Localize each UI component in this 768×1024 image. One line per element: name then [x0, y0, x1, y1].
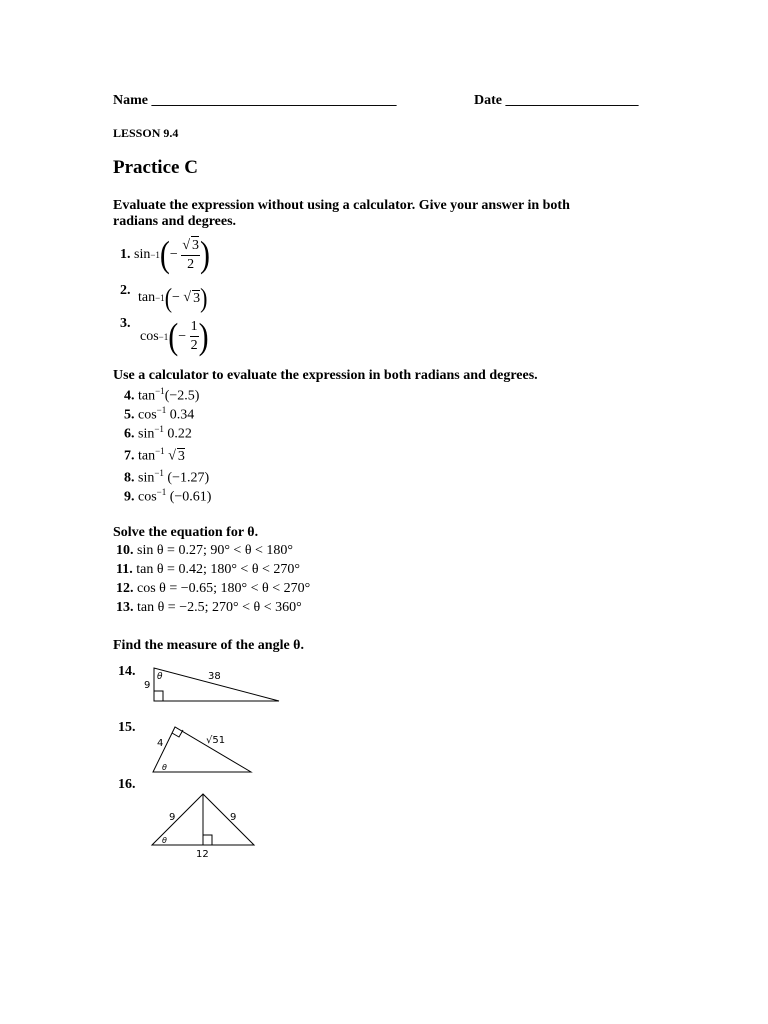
triangle-15-side-label: 4 [157, 738, 164, 749]
triangle-15-hypotenuse-label: √51 [206, 735, 226, 746]
problem-7: 7. $\tan^{-1}$ √ 3 [124, 446, 185, 464]
right-angle-marker [154, 691, 163, 701]
triangle-15 [148, 724, 258, 776]
fraction: $\frac{√ 3}{2}$ [182, 238, 200, 272]
date-field-label: Date ___________________ [474, 93, 639, 108]
problem-8: 8. $\sin^{-1} (-1.27)$ [124, 468, 210, 486]
triangle-16-right-label: 9 [230, 812, 237, 823]
problem-11: 11. tan θ = 0.42; 180° < θ < 270° [116, 562, 301, 577]
page-title: Practice C [113, 157, 198, 178]
problem-10: 10. sin θ = 0.27; 90° < θ < 180° [116, 543, 294, 558]
problem-4: 4. $\tan^{-1}(-2.5)$ [124, 386, 200, 404]
triangle-14-hypotenuse-label: 38 [208, 671, 221, 682]
problem-9: 9. $\cos^{-1} (-0.61)$ [124, 487, 212, 505]
triangle-16-left-label: 9 [169, 812, 176, 823]
triangle-15-angle-label: θ [162, 763, 167, 772]
problem-3: cos −1 ( − $\frac{1}{2}$ ) [140, 315, 209, 357]
problem-13: 13. tan θ = −2.5; 270° < θ < 360° [116, 600, 302, 615]
problem-1: 1. sin −1 ( − $\frac{√ 3}{2}$ ) [120, 233, 211, 275]
problem-2-number: 2. [120, 283, 131, 298]
name-field-label: Name ___________________________________ [113, 93, 397, 108]
section3-instruction: Solve the equation for θ. [113, 525, 259, 540]
section1-instruction: Evaluate the expression without using a calculator. Give your answer in both radians and degrees. [113, 198, 570, 229]
problem-16-number: 16. [118, 777, 136, 792]
triangle-16 [148, 790, 258, 860]
section4-instruction: Find the measure of the angle θ. [113, 638, 304, 653]
fraction: $\frac{1}{2}$ [190, 319, 198, 353]
problem-3-number: 3. [120, 316, 131, 331]
problem-15-number: 15. [118, 720, 136, 735]
lesson-label: LESSON 9.4 [113, 126, 179, 140]
triangle-14-side-label: 9 [144, 680, 151, 691]
right-angle-marker [203, 835, 212, 845]
problem-6: 6. $\sin^{-1} 0.22$ [124, 424, 192, 442]
problem-2: tan −1 ( − √ 3 ) [138, 281, 208, 313]
problem-12: 12. cos θ = −0.65; 180° < θ < 270° [116, 581, 311, 596]
problem-14-number: 14. [118, 664, 136, 679]
section2-instruction: Use a calculator to evaluate the expression in both radians and degrees. [113, 368, 538, 383]
problem-5: 5. $\cos^{-1} 0.34$ [124, 405, 195, 423]
triangle-14 [140, 664, 285, 706]
triangle-16-angle-label: θ [162, 836, 167, 845]
triangle-16-base-label: 12 [196, 849, 209, 860]
triangle-14-angle-label: θ [157, 672, 163, 682]
triangle-15-shape [153, 727, 251, 772]
